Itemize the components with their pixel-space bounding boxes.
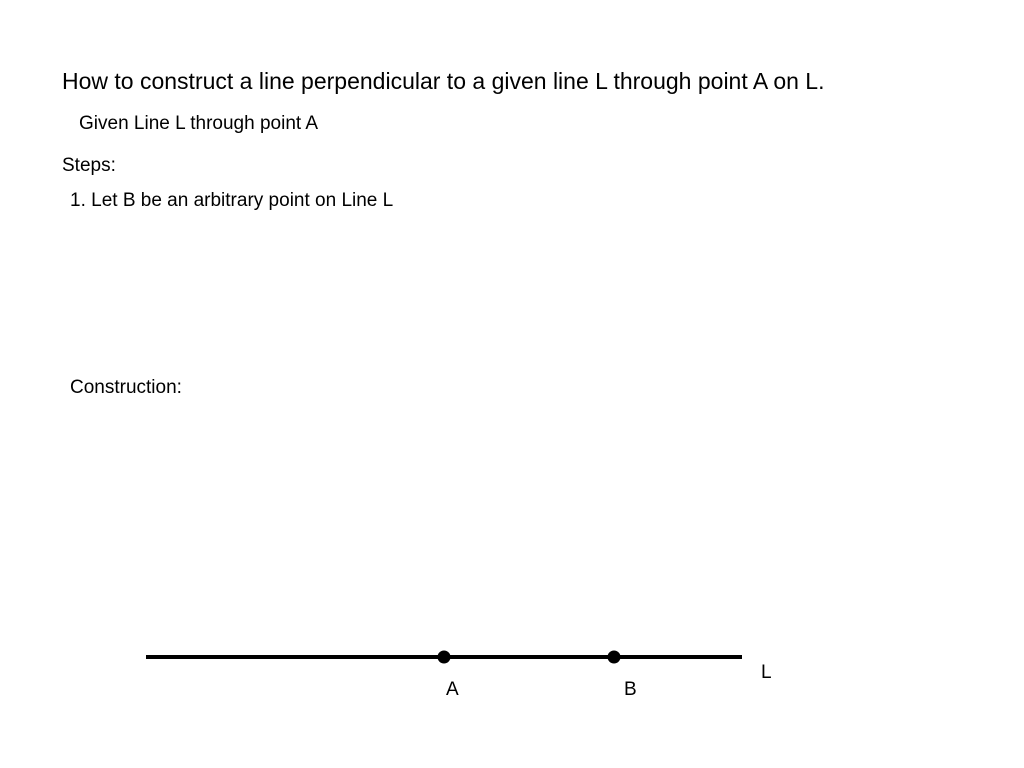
- point-a-label: A: [446, 679, 459, 700]
- construction-heading: Construction:: [70, 377, 182, 398]
- point-b: [608, 651, 621, 664]
- point-a: [438, 651, 451, 664]
- given-text: Given Line L through point A: [79, 113, 319, 134]
- line-l-label: L: [761, 662, 772, 683]
- slide-title: How to construct a line perpendicular to a given line L through point A on L.: [62, 68, 825, 94]
- point-b-label: B: [624, 679, 637, 700]
- step-item: 1. Let B be an arbitrary point on Line L: [70, 190, 394, 211]
- steps-heading: Steps:: [62, 155, 116, 176]
